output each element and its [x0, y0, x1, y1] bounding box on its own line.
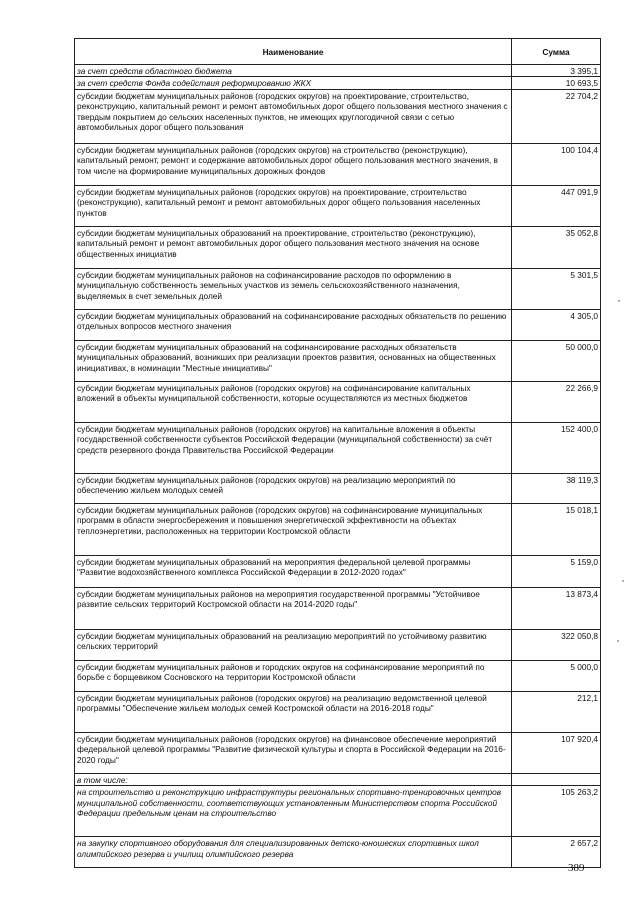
- row-name-cell: субсидии бюджетам муниципальных районов (городских округов) на реализацию ведомственной целевой программы "Обеспечение жильем молодых семей Костромской области на 2016-2018 годы": [75, 691, 512, 732]
- table-row: [75, 629, 601, 660]
- row-sum-cell: 152 400,0: [512, 422, 601, 473]
- row-name-cell: в том числе:: [75, 773, 512, 785]
- row-name-cell: субсидии бюджетам муниципальных районов (городских округов) на софинансирование муниципальных программ в области энергосбережения и повышения энергетической эффективности на объектах теплоэнергетики, расположенных на территории Костромской области: [75, 503, 512, 555]
- row-name-cell: субсидии бюджетам муниципальных районов (городских округов) на проектирование, строительство, реконструкцию, капитальный ремонт и ремонт автомобильных дорог общего пользования местного значения с твердым покрытием до сельских населенных пунктов, не имеющих круглогодичной связи с сетью автомобильных дорог общего пользования: [75, 89, 512, 143]
- page-number: 389: [568, 862, 585, 874]
- row-name-cell: субсидии бюджетам муниципальных районов на мероприятия государственной программы "Устойчивое развитие сельских территорий Костромской области на 2014-2020 годы": [75, 587, 512, 629]
- row-sum-cell: 10 693,5: [512, 77, 601, 89]
- row-sum-cell: 4 305,0: [512, 309, 601, 340]
- table-row: [75, 226, 601, 268]
- row-name-cell: субсидии бюджетам муниципальных районов (городских округов) на финансовое обеспечение мероприятий федеральной целевой программы "Развитие физической культуры и спорта в Российской Федерации на 2016-2020 годы": [75, 732, 512, 773]
- table-row: [75, 691, 601, 732]
- row-sum-cell: 22 704,2: [512, 89, 601, 143]
- row-name-cell: субсидии бюджетам муниципальных районов (городских округов) на софинансирование капитальных вложений в объекты муниципальной собственности, которые осуществляются из местных бюджетов: [75, 381, 512, 422]
- table-row: [75, 143, 601, 185]
- row-sum-cell: 5 301,5: [512, 268, 601, 309]
- table-row: [75, 340, 601, 381]
- row-sum-cell: 35 052,8: [512, 226, 601, 268]
- table-row: [75, 89, 601, 143]
- scan-speck: [617, 640, 619, 642]
- table-row: [75, 77, 601, 89]
- row-name-cell: субсидии бюджетам муниципальных районов (городских округов) на проектирование, строительство (реконструкцию), капитальный ремонт и ремонт автомобильных дорог общего пользования населенных пунктов: [75, 185, 512, 226]
- header-sum: Сумма: [512, 39, 601, 65]
- row-name-cell: субсидии бюджетам муниципальных районов на софинансирование расходов по оформлению в муниципальную собственность земельных участков из земель сельскохозяйственного назначения, выделяемых в счет земельных долей: [75, 268, 512, 309]
- row-name-cell: субсидии бюджетам муниципальных районов (городских округов) на реализацию мероприятий по обеспечению жильем молодых семей: [75, 473, 512, 503]
- row-sum-cell: 38 119,3: [512, 473, 601, 503]
- scan-speck: [618, 300, 620, 302]
- table-row: [75, 473, 601, 503]
- table-row: [75, 555, 601, 587]
- row-name-cell: субсидии бюджетам муниципальных образований на проектирование, строительство (реконструкцию), капитальный ремонт и ремонт автомобильных дорог общего пользования местного значения на основе общественных инициатив: [75, 226, 512, 268]
- table-row: [75, 837, 601, 868]
- table-row: [75, 773, 601, 785]
- row-sum-cell: 2 657,2: [512, 837, 601, 868]
- row-sum-cell: 13 873,4: [512, 587, 601, 629]
- table-row: [75, 587, 601, 629]
- row-sum-cell: 5 000,0: [512, 660, 601, 691]
- scan-speck: [622, 580, 624, 582]
- row-sum-cell: 447 091,9: [512, 185, 601, 226]
- table-row: [75, 65, 601, 77]
- table-row: [75, 381, 601, 422]
- row-name-cell: субсидии бюджетам муниципальных районов (городских округов) на капитальные вложения в объекты государственной собственности субъектов Российской Федерации (муниципальной собственности) за счёт средств резервного фонда Правительства Российской Федерации: [75, 422, 512, 473]
- document-page: [74, 38, 600, 868]
- row-sum-cell: 22 266,9: [512, 381, 601, 422]
- row-name-cell: субсидии бюджетам муниципальных районов и городских округов на софинансирование мероприятий по борьбе с борщевиком Сосновского на территории Костромской области: [75, 660, 512, 691]
- row-name-cell: за счет средств областного бюджета: [75, 65, 512, 77]
- row-name-cell: субсидии бюджетам муниципальных образований на реализацию мероприятий по устойчивому развитию сельских территорий: [75, 629, 512, 660]
- row-sum-cell: 15 018,1: [512, 503, 601, 555]
- table-row: [75, 503, 601, 555]
- row-sum-cell: 50 000,0: [512, 340, 601, 381]
- row-sum-cell: 105 263,2: [512, 786, 601, 837]
- row-name-cell: субсидии бюджетам муниципальных образований на мероприятия федеральной целевой программы "Развитие водохозяйственного комплекса Российской Федерации в 2012-2020 годах": [75, 555, 512, 587]
- table-row: [75, 732, 601, 773]
- row-name-cell: субсидии бюджетам муниципальных образований на софинансирование расходных обязательств муниципальных образований, возникших при реализации проектов развития, основанных на общественных инициативах, в номинации "Местные инициативы": [75, 340, 512, 381]
- row-sum-cell: 107 920,4: [512, 732, 601, 773]
- row-sum-cell: 212,1: [512, 691, 601, 732]
- table-row: [75, 309, 601, 340]
- row-name-cell: на строительство и реконструкцию инфраструктуры региональных спортивно-тренировочных центров муниципальной собственности, соответствующих установленным Министерством спорта Российской Федерации предельным ценам на строительство: [75, 786, 512, 837]
- table-row: [75, 268, 601, 309]
- row-name-cell: на закупку спортивного оборудования для специализированных детско-юношеских спортивных школ олимпийского резерва и училищ олимпийского резерва: [75, 837, 512, 868]
- table-row: [75, 786, 601, 837]
- row-sum-cell: 322 050,8: [512, 629, 601, 660]
- header-name: Наименование: [75, 39, 512, 65]
- row-sum-cell: 3 395,1: [512, 65, 601, 77]
- row-name-cell: субсидии бюджетам муниципальных образований на софинансирование расходных обязательств по решению отдельных вопросов местного значения: [75, 309, 512, 340]
- row-sum-cell: 100 104,4: [512, 143, 601, 185]
- row-sum-cell: 5 159,0: [512, 555, 601, 587]
- table-row: [75, 185, 601, 226]
- table-row: [75, 422, 601, 473]
- table-header-row: [75, 39, 601, 65]
- budget-table: [74, 38, 601, 868]
- table-body: [75, 65, 601, 868]
- row-name-cell: субсидии бюджетам муниципальных районов (городских округов) на строительство (реконструкцию), капитальный ремонт, ремонт и содержание автомобильных дорог общего пользования местного значения, в том числе на формирование муниципальных дорожных фондов: [75, 143, 512, 185]
- table-row: [75, 660, 601, 691]
- row-sum-cell: [512, 773, 601, 785]
- row-name-cell: за счет средств Фонда содействия реформированию ЖКХ: [75, 77, 512, 89]
